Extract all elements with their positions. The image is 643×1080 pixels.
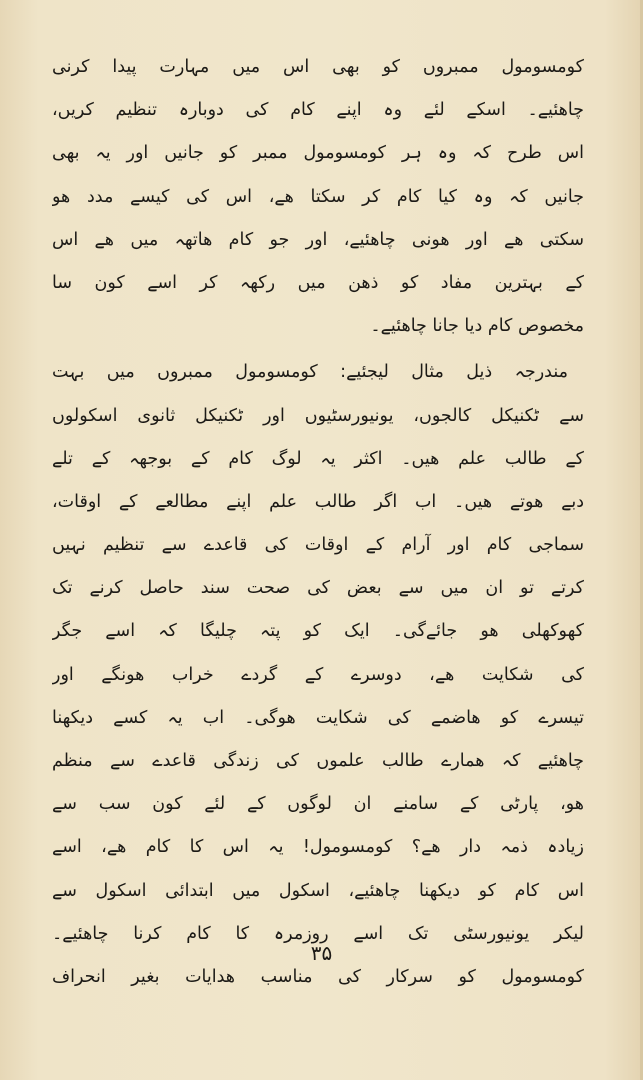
text-line: لیکر یونیورسٹی تک اسے روزمرہ کا کام کرنا چاھئیے۔ bbox=[52, 923, 584, 944]
text-line: کومسومول ممبروں کو بھی اس میں مہارت پیدا کرنی bbox=[52, 57, 584, 77]
paragraph-1 bbox=[52, 46, 584, 348]
text-line: کی شکایت ھے، دوسرے کے گردے خراب ھونگے اور bbox=[52, 664, 584, 685]
text-line: سکتی ھے اور ھونی چاھئیے، اور جو کام ھاتھہ میں ھے اس bbox=[52, 229, 584, 250]
text-line: سماجی کام اور آرام کے اوقات کی قاعدے سے تنظیم نہیں bbox=[52, 535, 584, 556]
text-line: اس طرح کہ وہ ہر کومسومول ممبر کو جانیں اور یہ بھی bbox=[52, 143, 584, 164]
text-line: جانیں کہ وہ کیا کام کر سکتا ھے، اس کی کیسے مدد ھو bbox=[52, 186, 584, 207]
page-number: ۳۵ bbox=[310, 941, 333, 965]
text-line: کے طالب علم ھیں۔ اکثر یہ لوگ کام کے بوجھہ کے تلے bbox=[52, 448, 584, 469]
text-line: ھو، پارٹی کے سامنے ان لوگوں کے لئے کون سب سے bbox=[52, 794, 584, 815]
text-line: اس کام کو دیکھنا چاھئیے، اسکول میں ابتدائی اسکول سے bbox=[52, 880, 584, 901]
paragraph-2 bbox=[52, 351, 584, 999]
text-line: کرتے تو ان میں سے بعض کی صحت سند حاصل کرنے تک bbox=[52, 578, 584, 599]
text-line: تیسرے کو ھاضمے کی شکایت ھوگی۔ اب یہ کسے دیکھنا bbox=[52, 707, 584, 728]
text-line: دبے ھوتے ھیں۔ اب اگر طالب علم اپنے مطالعے کے اوقات، bbox=[52, 491, 584, 512]
text-line: چاھئیے۔ اسکے لئے وہ اپنے کام کی دوبارہ تنظیم کریں، bbox=[52, 100, 584, 121]
text-line: زیادہ ذمہ دار ھے؟ کومسومول! یہ اس کا کام ھے، اسے bbox=[52, 837, 584, 858]
text-line: چاھئیے کہ ھمارے طالب علموں کی زندگی قاعدے سے منظم bbox=[52, 751, 584, 771]
text-line: سے ٹکنیکل کالجوں، یونیورسٹیوں اور ٹکنیکل ثانوی اسکولوں bbox=[52, 405, 584, 426]
text-line: مخصوص کام دیا جانا چاھئیے۔ bbox=[370, 316, 584, 337]
text-line: مندرجہ ذیل مثال لیجئیے: کومسومول ممبروں میں بہت bbox=[52, 362, 568, 383]
body-text bbox=[52, 46, 584, 999]
text-line: کھوکھلی ھو جائےگی۔ ایک کو پتہ چلیگا کہ اسے جگر bbox=[52, 621, 584, 642]
text-line: کے بہترین مفاد کو ذھن میں رکھہ کر اسے کون سا bbox=[52, 272, 584, 293]
text-line: کومسومول کو سرکار کی مناسب ھدایات بغیر انحراف bbox=[52, 966, 584, 987]
